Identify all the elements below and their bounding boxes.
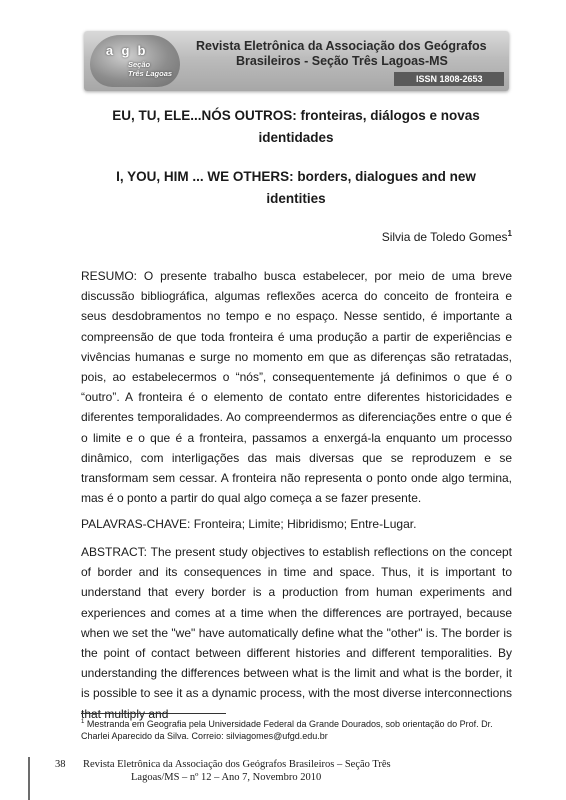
footnote-divider — [81, 713, 226, 714]
journal-banner — [84, 31, 509, 91]
abstract-paragraph: ABSTRACT: The present study objectives to establish reflections on the concept of border and its consequences in time and space. Thus, it is important to understand that every border is a production from human experiments and experiences and comes at a time when the differences are portrayed, because when we set the "we" have automatically define what the "other" is. The border is the point of contact between different histories and different temporalities. By understanding the differences between what is the limit and what is the border, it is possible to see it as a dynamic process, with the most diverse interconnections that multiply and — [81, 545, 512, 721]
journal-title-line1: Revista Eletrônica da Associação dos Geógrafos — [196, 39, 487, 53]
resumo-paragraph: RESUMO: O presente trabalho busca estabelecer, por meio de uma breve discussão bibliográfica, algumas reflexões acerca do conceito de fronteira e seus desdobramentos no tempo e no espaço. Nesse sentido, é importante a compreensão de que toda fronteira é uma produção a partir de experiências e vivências humanas e surge no momento em que as diferenças são retratadas, pois, ao estabelecermos o “nós”, consequentemente já definimos o que é o “outro”. A fronteira é o elemento de contato entre diferentes historicidades e diferentes temporalidades. Ao compreendermos as diferenciações entre o que é o limite e o que é a fronteira, passamos a enxergá-la enquanto um processo dinâmico, com interligações das mais diversas que se reproduzem e se transformam sem cessar. A fronteira não representa o ponto onde algo termina, mas é o ponto a partir do qual algo começa a se fazer presente. — [81, 269, 512, 506]
footer-citation-line2: Lagoas/MS – nº 12 – Ano 7, Novembro 2010 — [131, 772, 322, 783]
footer-citation-line1: Revista Eletrônica da Associação dos Geógrafos Brasileiros – Seção Três — [83, 759, 391, 770]
logo-subtitle: Seção Três Lagoas — [128, 60, 173, 78]
keywords-paragraph: PALAVRAS-CHAVE: Fronteira; Limite; Hibridismo; Entre-Lugar. — [81, 517, 417, 531]
footnote-marker: 1 — [507, 229, 512, 238]
page-margin-rule — [28, 757, 30, 800]
article-title-english: I, YOU, HIM ... WE OTHERS: borders, dialogues and new identities — [116, 169, 476, 206]
issn-label: ISSN 1808-2653 — [394, 72, 504, 86]
agb-logo — [90, 35, 180, 87]
page-number: 38 — [55, 759, 66, 770]
logo-letters: a g b — [105, 43, 147, 58]
journal-title-line2: Brasileiros - Seção Três Lagoas-MS — [236, 54, 448, 68]
article-title-portuguese: EU, TU, ELE...NÓS OUTROS: fronteiras, diálogos e novas identidades — [112, 108, 480, 145]
footnote: $^1$ Mestranda em Geografia pela Universidade Federal da Grande Dourados, sob orientação do Prof. Dr. Charlei Aparecido da Silva. Correio: silviagomes@ufgd.edu.br — [81, 719, 493, 741]
author-name: Silvia de Toledo Gomes$^1$ — [381, 229, 512, 244]
